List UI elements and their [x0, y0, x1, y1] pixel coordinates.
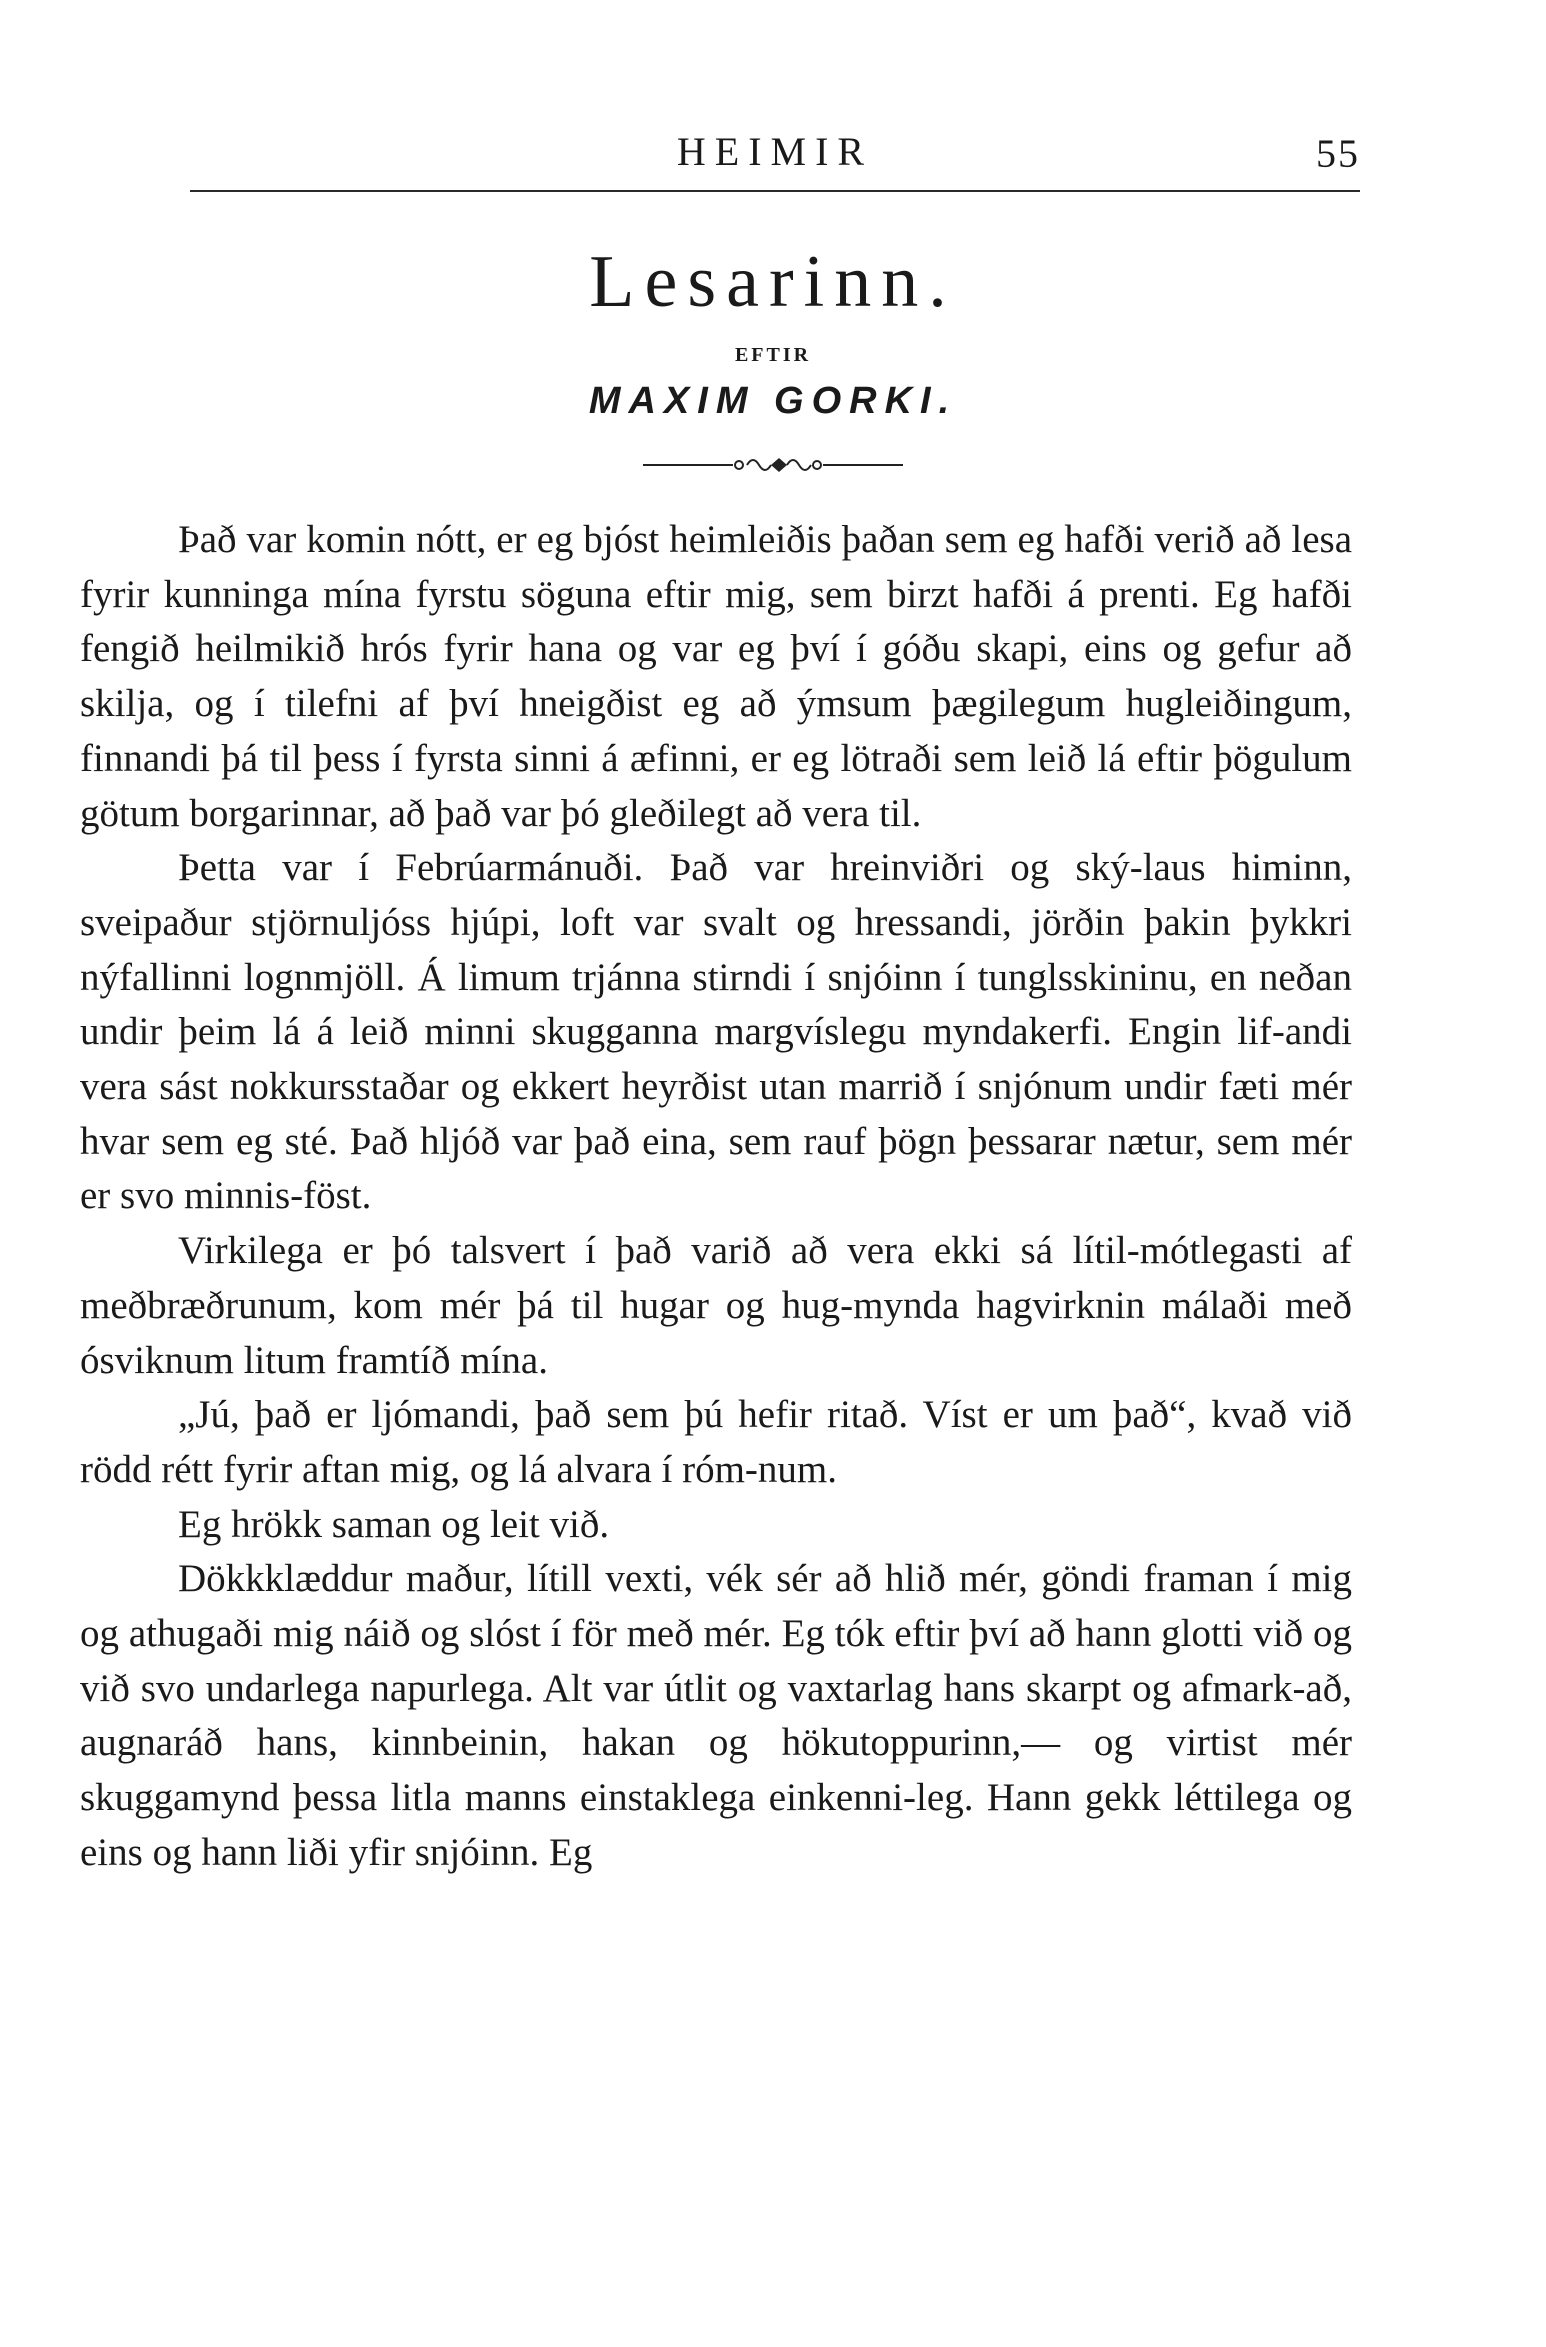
- byline-prefix: EFTIR: [734, 344, 812, 366]
- ornament-divider: [623, 452, 923, 478]
- article-title: Lesarinn.: [589, 241, 957, 323]
- article-body: [80, 513, 1352, 1881]
- paragraph-2: Þetta var í Febrúarmánuði. Það var hreinviðri og ský-laus himinn, sveipaður stjörnuljóss hjúpi, loft var svalt og hressandi, jörðin þakin þykkri nýfallinni lognmjöll. Á limum trjánna stirndi í snjóinn í tunglsskininu, en neðan undir þeim lá á leið minni skugganna margvíslegu myndakerfi. Engin lif-andi vera sást nokkursstaðar og ekkert heyrðist utan marrið í snjónum undir fæti mér hvar sem eg sté. Það hljóð var það eina, sem rauf þögn þessarar nætur, sem mér er svo minnis-föst.: [80, 846, 1352, 1218]
- author-name: MAXIM GORKI.: [588, 380, 958, 422]
- paragraph-5: Eg hrökk saman og leit við.: [178, 1502, 610, 1546]
- paragraph-3: Virkilega er þó talsvert í það varið að vera ekki sá lítil-mótlegasti af meðbræðrunum, kom mér þá til hugar og hug-mynda hagvirknin málaði með ósviknum litum framtíð mína.: [80, 1229, 1352, 1382]
- header-rule: [190, 190, 1360, 192]
- running-head: [190, 128, 1360, 184]
- page-number: 55: [1316, 131, 1360, 176]
- paragraph-6: Dökkklæddur maður, lítill vexti, vék sér að hlið mér, göndi framan í mig og athugaði mig náið og slóst í för með mér. Eg tók eftir því að hann glotti við og við svo undarlega napurlega. Alt var útlit og vaxtarlag hans skarpt og afmark-að, augnaráð hans, kinnbeinin, hakan og hökutoppurinn,— og virtist mér skuggamynd þessa litla manns einstaklega einkenni-leg. Hann gekk léttilega og eins og hann liði yfir snjóinn. Eg: [80, 1557, 1352, 1874]
- paragraph-4: „Jú, það er ljómandi, það sem þú hefir ritað. Víst er um það“, kvað við rödd rétt fyrir aftan mig, og lá alvara í róm-num.: [80, 1393, 1352, 1491]
- journal-name: HEIMIR: [676, 129, 874, 174]
- paragraph-1: Það var komin nótt, er eg bjóst heimleiðis þaðan sem eg hafði verið að lesa fyrir kunninga mína fyrstu söguna eftir mig, sem birzt hafði á prenti. Eg hafði fengið heilmikið hrós fyrir hana og var eg því í góðu skapi, eins og gefur að skilja, og í tilefni af því hneigðist eg að ýmsum þægilegum hugleiðingum, finnandi þá til þess í fyrsta sinni á æfinni, er eg lötraði sem leið lá eftir þögulum götum borgarinnar, að það var þó gleðilegt að vera til.: [80, 518, 1352, 835]
